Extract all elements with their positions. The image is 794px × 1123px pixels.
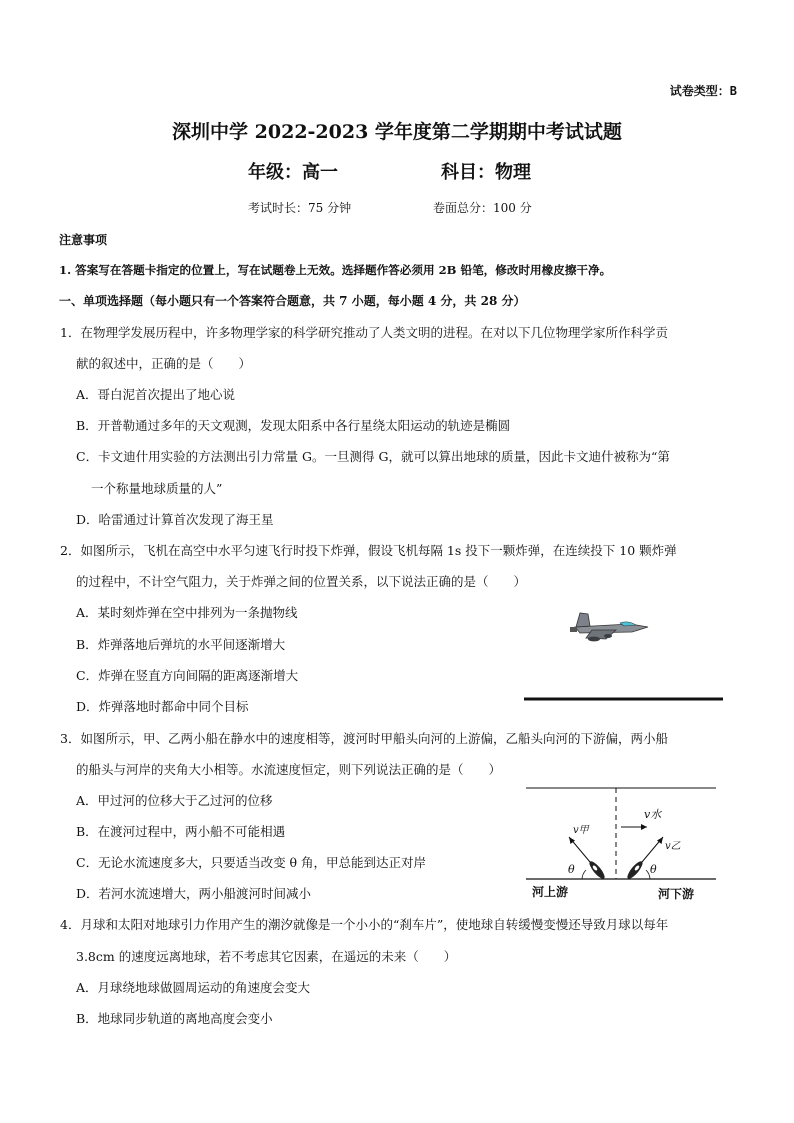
q1-option-b: B．开普勒通过多年的天文观测，发现太阳系中各行星绕太阳运动的轨迹是椭圆 xyxy=(76,418,511,433)
angle-arc-jia xyxy=(582,870,586,879)
q3-river-figure xyxy=(520,784,720,904)
q3-option-b: B．在渡河过程中，两小船不可能相遇 xyxy=(76,824,286,839)
q4-option-a: A．月球绕地球做圆周运动的角速度会变大 xyxy=(76,980,311,995)
notes-heading: 注意事项 xyxy=(59,233,108,247)
section-1-heading: 一、单项选择题（每小题只有一个答案符合题意，共 7 小题，每小题 4 分，共 28 分） xyxy=(59,294,526,308)
q1-option-c-line1: C．卡文迪什用实验的方法测出引力常量 G。一旦测得 G，就可以算出地球的质量，因此卡文迪什被称为“第 xyxy=(76,449,670,464)
grade-label: 年级：高一 xyxy=(248,162,338,183)
q2-option-b: B．炸弹落地后弹坑的水平间逐渐增大 xyxy=(76,637,286,652)
label-v-yi: v乙 xyxy=(665,841,681,852)
label-theta-jia: θ xyxy=(568,863,575,876)
label-downstream: 河下游 xyxy=(658,887,695,901)
label-v-water: v水 xyxy=(644,808,662,821)
q3-option-d: D．若河水流速增大，两小船渡河时间减小 xyxy=(76,886,312,901)
q3-option-a: A．甲过河的位移大于乙过河的位移 xyxy=(76,793,273,808)
subject-label: 科目：物理 xyxy=(441,162,531,183)
label-v-jia: v甲 xyxy=(573,825,589,836)
q3-stem-line1: 3．如图所示，甲、乙两小船在静水中的速度相等，渡河时甲船头向河的上游偏，乙船头向河的下游偏，两小船 xyxy=(60,731,668,746)
boat-jia-icon xyxy=(587,859,607,880)
notes-item-1: 1. 答案写在答题卡指定的位置上，写在试题卷上无效。选择题作答必须用 2B 铅笔，修改时用橡皮擦干净。 xyxy=(59,263,612,277)
q2-option-d: D．炸弹落地时都命中同个目标 xyxy=(76,699,249,714)
water-velocity-arrow-icon xyxy=(621,824,647,830)
boat-yi-icon xyxy=(625,859,645,880)
q1-option-a: A．哥白泥首次提出了地心说 xyxy=(76,387,236,402)
q4-stem-line2: 3.8cm 的速度远离地球，若不考虑其它因素，在遥远的未来（ ） xyxy=(76,949,457,964)
q4-stem-line1: 4．月球和太阳对地球引力作用产生的潮汐就像是一个小小的“刹车片”，使地球自转缓慢变慢还导致月球以每年 xyxy=(60,917,669,932)
q1-option-d: D．哈雷通过计算首次发现了海王星 xyxy=(76,512,274,527)
q1-stem-line1: 1．在物理学发展历程中，许多物理学家的科学研究推动了人类文明的进程。在对以下几位物理学家所作科学贡 xyxy=(60,325,668,340)
q1-stem-line2: 献的叙述中，正确的是（ ） xyxy=(76,356,252,371)
q2-airplane-figure xyxy=(520,605,730,705)
q3-option-c: C．无论水流速度多大，只要适当改变 θ 角，甲总能到达正对岸 xyxy=(76,855,427,870)
paper-type-tag: 试卷类型：B xyxy=(669,84,737,98)
airplane-icon xyxy=(570,613,648,641)
label-upstream: 河上游 xyxy=(532,885,569,899)
velocity-yi-arrow-icon xyxy=(642,837,663,862)
q3-stem-line2: 的船头与河岸的夹角大小相等。水流速度恒定，则下列说法正确的是（ ） xyxy=(76,762,502,777)
q2-option-c: C．炸弹在竖直方向间隔的距离逐渐增大 xyxy=(76,668,299,683)
q1-option-c-line2: 一个称量地球质量的人” xyxy=(91,481,223,496)
q2-option-a: A．某时刻炸弹在空中排列为一条抛物线 xyxy=(76,605,298,620)
q2-stem-line2: 的过程中，不计空气阻力，关于炸弹之间的位置关系，以下说法正确的是（ ） xyxy=(76,574,527,589)
velocity-jia-arrow-icon xyxy=(569,837,590,862)
label-theta-yi: θ xyxy=(650,863,657,876)
q4-option-b: B．地球同步轨道的离地高度会变小 xyxy=(76,1011,273,1026)
total-score: 卷面总分：100 分 xyxy=(433,201,532,215)
q2-stem-line1: 2．如图所示，飞机在高空中水平匀速飞行时投下炸弹，假设飞机每隔 1s 投下一颗炸弹，在连续投下 10 颗炸弹 xyxy=(60,543,677,558)
exam-duration: 考试时长：75 分钟 xyxy=(248,201,352,215)
exam-title: 深圳中学 2022-2023 学年度第二学期期中考试试题 xyxy=(172,121,622,143)
